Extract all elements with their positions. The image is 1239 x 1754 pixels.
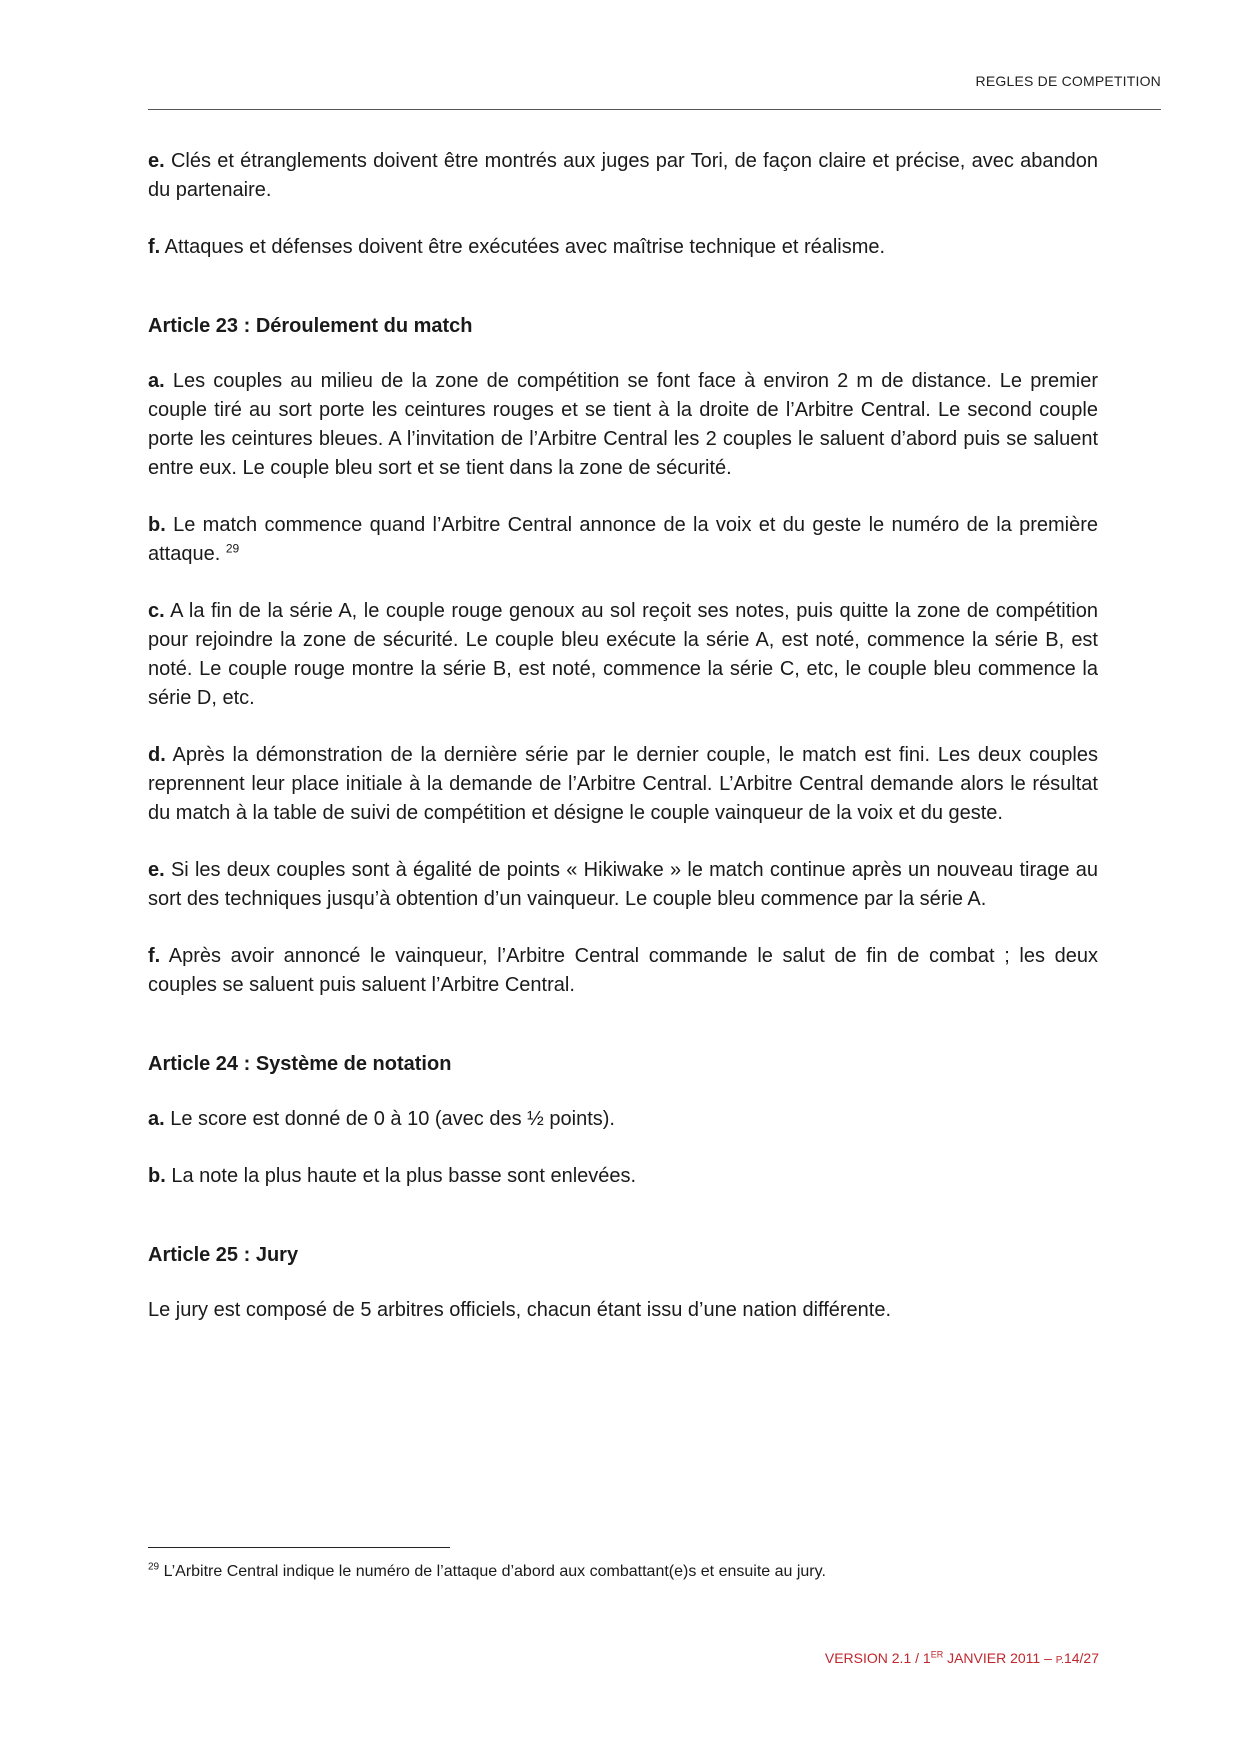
article-23-item-e (148, 856, 1098, 914)
page-header-title: REGLES DE COMPETITION (975, 73, 1161, 89)
footer-ordinal: ER (930, 1649, 944, 1660)
article-23-item-c (148, 597, 1098, 713)
item-label: b. (148, 514, 166, 536)
article-25-heading: Article 25 : Jury (148, 1244, 299, 1266)
footer-date: JANVIER 2011 – (943, 1650, 1056, 1666)
footnote-number: 29 (148, 1561, 160, 1573)
item-label: f. (148, 236, 161, 258)
article-24-item-b (148, 1162, 1098, 1191)
intro-item-f (148, 233, 1098, 262)
footnote-text: L’Arbitre Central indique le numéro de l’attaque d’abord aux combattant(e)s et ensuite au jury. (163, 1563, 826, 1580)
item-text: La note la plus haute et la plus basse sont enlevées. (171, 1165, 637, 1187)
item-text: Les couples au milieu de la zone de compétition se font face à environ 2 m de distance. Le premier couple tiré au sort porte les ceintures rouges et se tient à la droite de l’Arbitre Central. Le second couple porte les ceintures bleues. A l’invitation de l’Arbitre Central les 2 couples le saluent d’abord puis se saluent entre eux. Le couple bleu sort et se tient dans la zone de sécurité. (148, 370, 1098, 479)
intro-item-e (148, 147, 1098, 205)
item-label: a. (148, 370, 165, 392)
item-label: e. (148, 859, 165, 881)
article-23-item-f (148, 942, 1098, 1000)
footnote (148, 1562, 1098, 1582)
item-label: e. (148, 150, 165, 172)
item-text: Le match commence quand l’Arbitre Central annonce de la voix et du geste le numéro de la première attaque. (148, 514, 1098, 565)
item-label: d. (148, 744, 166, 766)
page-footer (825, 1650, 1099, 1666)
footer-page-number: 14/27 (1063, 1650, 1099, 1666)
item-text: Après avoir annoncé le vainqueur, l’Arbitre Central commande le salut de fin de combat ; les deux couples se saluent puis saluent l’Arbitre Central. (148, 945, 1099, 996)
item-text: Attaques et défenses doivent être exécutées avec maîtrise technique et réalisme. (164, 236, 886, 258)
item-text: Après la démonstration de la dernière série par le dernier couple, le match est fini. Les deux couples reprennent leur place initiale à la demande de l’Arbitre Central. L’Arbitre Central demande alors le résultat du match à la table de suivi de compétition et désigne le couple vainqueur de la voix et du geste. (148, 744, 1098, 824)
item-text: Si les deux couples sont à égalité de points « Hikiwake » le match continue après un nouveau tirage au sort des techniques jusqu’à obtention d’un vainqueur. Le couple bleu commence par la série A. (148, 859, 1098, 910)
document-body (148, 147, 1098, 1325)
item-text: Clés et étranglements doivent être montrés aux juges par Tori, de façon claire et précise, avec abandon du partenaire. (148, 150, 1098, 201)
article-25-text: Le jury est composé de 5 arbitres officiels, chacun étant issu d’une nation différente. (148, 1299, 892, 1321)
item-text: Le score est donné de 0 à 10 (avec des ½ points). (170, 1108, 615, 1130)
article-23-item-d (148, 741, 1098, 828)
item-label: b. (148, 1165, 166, 1187)
footer-page-prefix: P. (1055, 1655, 1064, 1666)
header-divider (148, 109, 1161, 110)
item-label: f. (148, 945, 161, 967)
article-23-item-b (148, 511, 1098, 569)
article-24-item-a (148, 1105, 1098, 1134)
article-23-item-a (148, 367, 1098, 483)
article-24-heading: Article 24 : Système de notation (148, 1053, 452, 1075)
footnote-divider (148, 1547, 450, 1548)
item-label: c. (148, 600, 165, 622)
item-text: A la fin de la série A, le couple rouge genoux au sol reçoit ses notes, puis quitte la zone de compétition pour rejoindre la zone de sécurité. Le couple bleu exécute la série A, est noté, commence la série B, est noté. Le couple rouge montre la série B, est noté, commence la série C, etc, le couple bleu commence la série D, etc. (148, 600, 1098, 709)
item-label: a. (148, 1108, 165, 1130)
article-23-heading: Article 23 : Déroulement du match (148, 315, 473, 337)
footer-version: VERSION 2.1 / 1 (824, 1650, 931, 1666)
footnote-reference[interactable]: 29 (225, 541, 240, 556)
